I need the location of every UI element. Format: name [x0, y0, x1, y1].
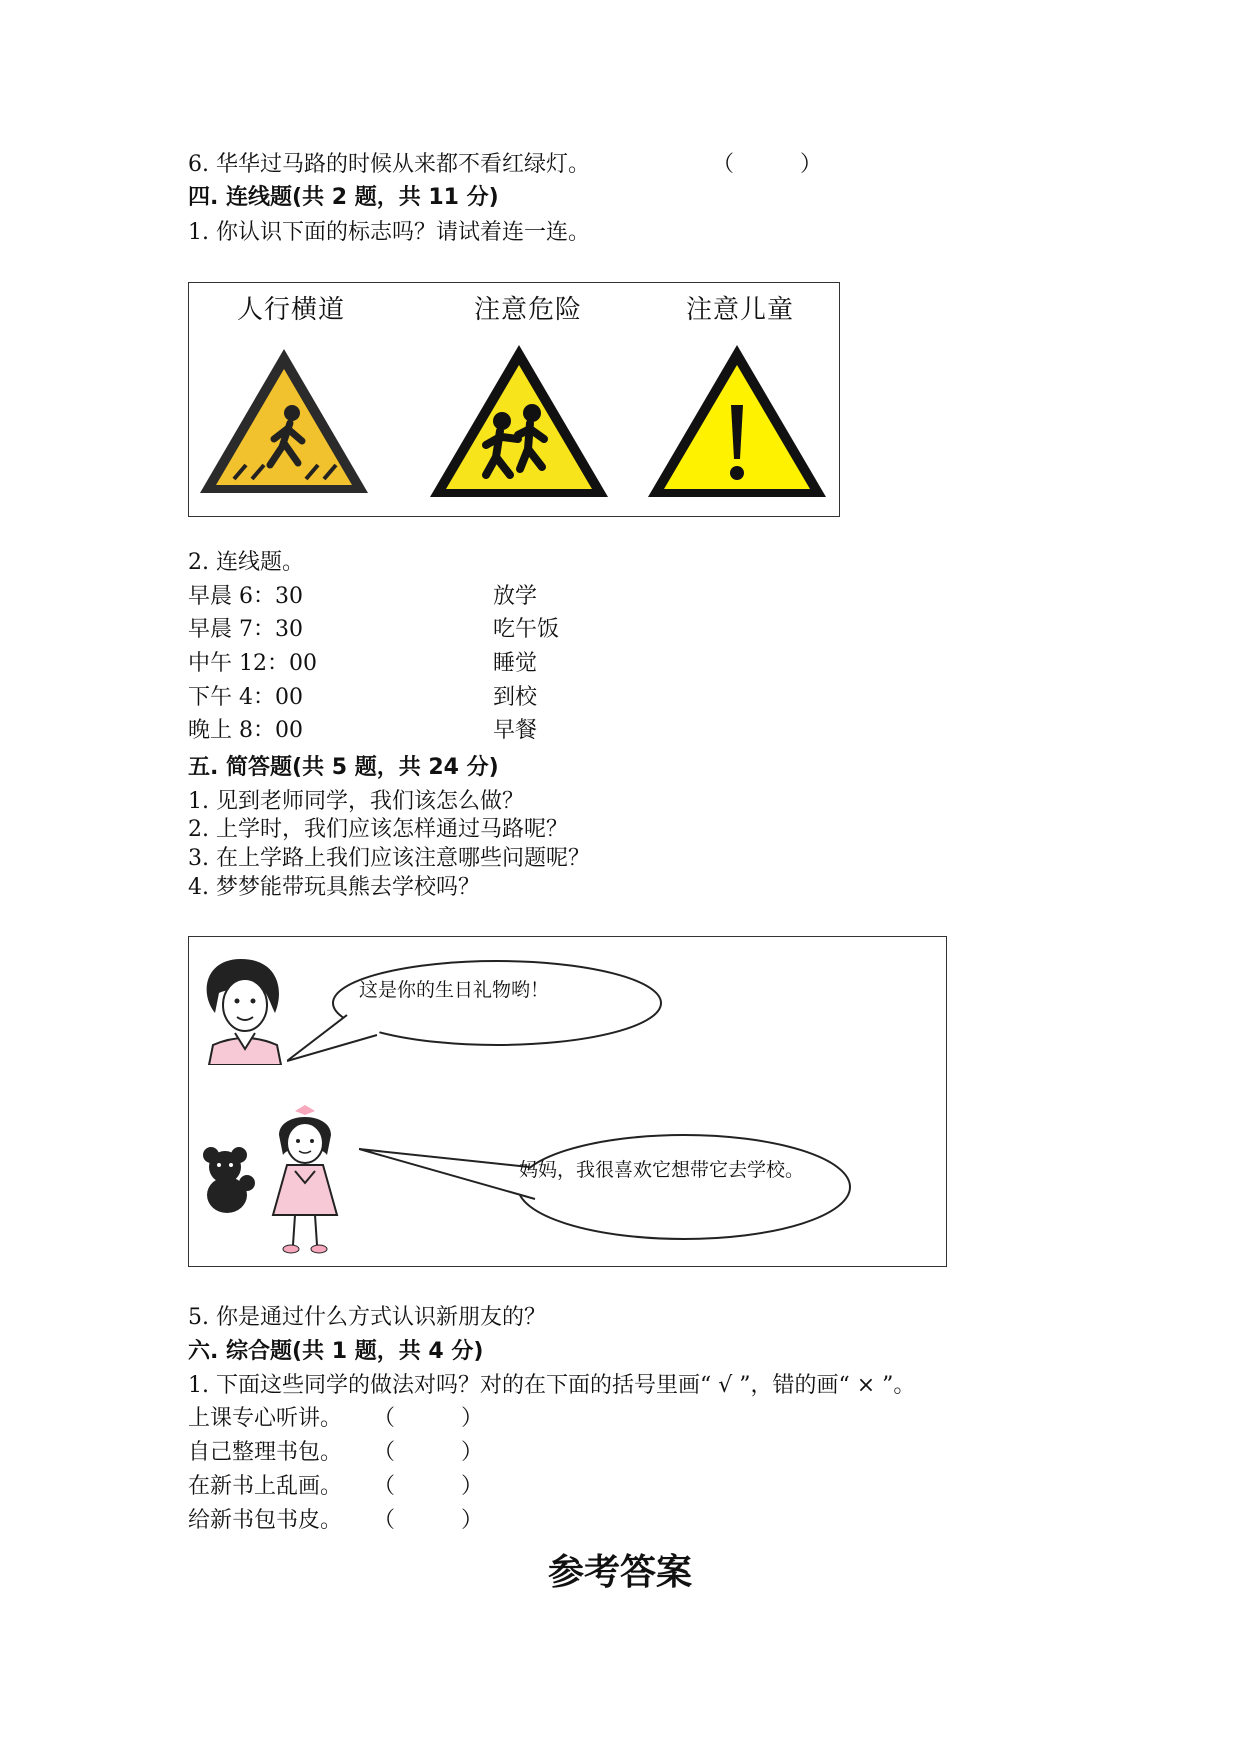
section-6-question-1: 1. 下面这些同学的做法对吗？对的在下面的括号里画“ √ ”，错的画“ × ”。	[188, 1373, 916, 1398]
section-5-question-2: 2. 上学时，我们应该怎样通过马路呢？	[188, 817, 568, 842]
question-item-6: 6. 华华过马路的时候从来都不看红绿灯。	[188, 152, 590, 177]
time-1: 早晨 6：30	[188, 584, 303, 609]
answer-paren[interactable]: （ ）	[373, 1474, 484, 1499]
time-3: 中午 12：00	[188, 651, 317, 676]
time-5: 晚上 8：00	[188, 718, 303, 743]
speech-bubble-girl	[359, 1127, 859, 1247]
speech-bubble-mother	[287, 955, 667, 1065]
time-4: 下午 4：00	[188, 685, 303, 710]
girl-figure-icon	[265, 1105, 345, 1257]
signs-box	[188, 282, 840, 517]
activity-5: 早餐	[493, 718, 538, 743]
section-4-question-2: 2. 连线题。	[188, 550, 304, 575]
answer-paren[interactable]: （ ）	[712, 152, 823, 177]
sign-label-3: 注意儿童	[686, 295, 795, 325]
answer-paren[interactable]: （ ）	[373, 1440, 484, 1465]
sign-label-2: 注意危险	[474, 295, 583, 325]
section-5-question-4: 4. 梦梦能带玩具熊去学校吗？	[188, 875, 480, 900]
children-sign-icon	[424, 341, 614, 506]
section-5-question-1: 1. 见到老师同学，我们该怎么做？	[188, 789, 524, 814]
section-4-title: 四. 连线题(共 2 题，共 11 分)	[188, 185, 499, 210]
bubble-mother-text: 这是你的生日礼物哟！	[359, 979, 550, 1001]
mother-figure-icon	[195, 953, 291, 1065]
judge-item-1: 上课专心听讲。	[188, 1406, 343, 1431]
activity-1: 放学	[493, 584, 538, 609]
time-2: 早晨 7：30	[188, 617, 303, 642]
danger-exclamation-sign-icon	[644, 341, 830, 506]
section-5-title: 五. 简答题(共 5 题，共 24 分)	[188, 755, 499, 780]
teddy-bear-icon	[197, 1143, 259, 1215]
section-6-title: 六. 综合题(共 1 题，共 4 分)	[188, 1339, 484, 1364]
judge-item-4: 给新书包书皮。	[188, 1508, 343, 1533]
pedestrian-crossing-sign-icon	[194, 343, 374, 503]
answer-paren[interactable]: （ ）	[373, 1406, 484, 1431]
activity-2: 吃午饭	[493, 617, 560, 642]
section-4-question-1: 1. 你认识下面的标志吗？请试着连一连。	[188, 220, 590, 245]
answer-section-title: 参考答案	[547, 1552, 692, 1593]
judge-item-2: 自己整理书包。	[188, 1440, 343, 1465]
sign-label-1: 人行横道	[237, 295, 346, 325]
comic-box	[188, 936, 947, 1267]
bubble-girl-text: 妈妈，我很喜欢它想带它去学校。	[519, 1159, 805, 1181]
activity-4: 到校	[493, 685, 538, 710]
activity-3: 睡觉	[493, 651, 538, 676]
section-5-question-3: 3. 在上学路上我们应该注意哪些问题呢？	[188, 846, 590, 871]
judge-item-3: 在新书上乱画。	[188, 1474, 343, 1499]
answer-paren[interactable]: （ ）	[373, 1508, 484, 1533]
section-5-question-5: 5. 你是通过什么方式认识新朋友的？	[188, 1305, 546, 1330]
